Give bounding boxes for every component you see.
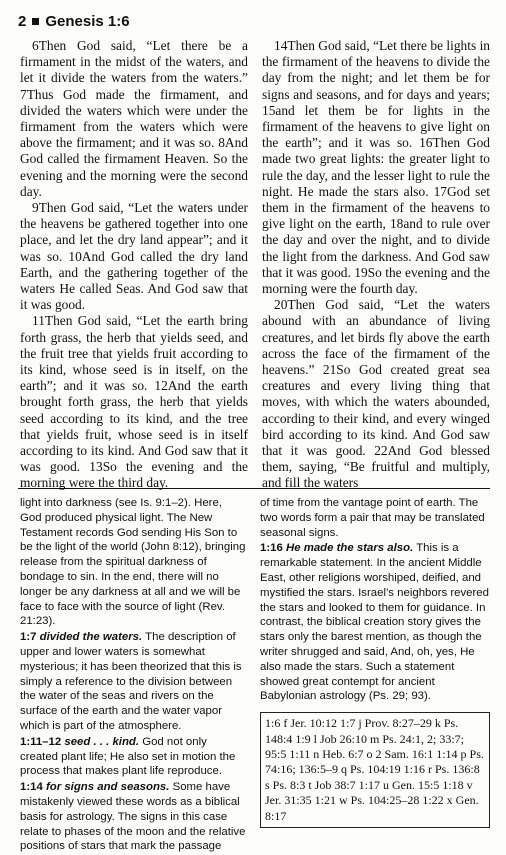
- chapter-reference: Genesis 1:6: [45, 12, 130, 30]
- scripture-paragraph: 11Then God said, “Let the earth bring forth grass, the herb that yields seed, and the fruit tree that yields fruit according to its kind, whose seed is in itself, on the earth”; and it was so. 12And the earth brought forth grass, the herb that yields seed according to its kind, and the tree that yields fruit, whose seed is in itself according to its kind. And God saw that it was good. 13So the evening and the morning were the third day.: [20, 313, 248, 491]
- scripture-paragraph: 9Then God said, “Let the waters under the heavens be gathered together into one place, and let the dry land appear”; and it was so. 10And God called the dry land Earth, and the gathering together of the waters He called Seas. And God saw that it was good.: [20, 200, 248, 313]
- square-bullet-icon: [32, 18, 39, 25]
- cross-reference-box: [260, 712, 490, 828]
- scripture-paragraph: 14Then God said, “Let there be lights in the firmament of the heavens to divide the day from the night; and let them be for signs and seasons, and for days and years; 15and let them be for lights in the firmament of the heavens to give light on the earth”; and it was so. 16Then God made two great lights: the greater light to rule the day, and the lesser light to rule the night. He made the stars also. 17God set them in the firmament of the heavens to give light on the earth, 18and to rule over the day and over the night, and to divide the light from the darkness. And God saw that it was good. 19So the evening and the morning were the fourth day.: [262, 38, 490, 297]
- scripture-column-left: [20, 38, 248, 492]
- study-note: 1:7 divided the waters. The description of upper and lower waters is somewhat mysterious; it has been theorized that this is simply a reference to the division between the water of the seas and rivers on the surface of the earth and the water vapor which is part of the atmosphere.: [20, 631, 242, 732]
- study-notes-right: [260, 496, 490, 828]
- study-note: of time from the vantage point of earth. The two words form a pair that may be translated seasonal signs.: [260, 497, 485, 539]
- study-note: 1:14 for signs and seasons. Some have mistakenly viewed these words as a biblical basis for astrology. The signs in this case relate to phases of the moon and the relative positions of stars that mark the passage: [20, 781, 246, 853]
- study-note: light into darkness (see Is. 9:1–2). Here, God produced physical light. The New Testament records God sending His Son to be the light of the world (John 8:12), bringing release from the spiritual darkness of bondage to sin. In the end, there will no longer be any darkness at all and we will be face to face with the source of light (Rev. 21:23).: [20, 497, 246, 628]
- cross-reference-text: 1:6 f Jer. 10:12 1:7 j Prov. 8:27–29 k Ps. 148:4 1:9 l Job 26:10 m Ps. 24:1, 2; 33:7; 95:5 1:11 n Heb. 6:7 o 2 Sam. 16:1 1:14 p Ps. 74:16; 136:5–9 q Ps. 104:19 1:16 r Ps. 136:8 s Ps. 8:3 t Job 38:7 1:17 u Gen. 15:5 1:18 v Jer. 31:35 1:21 w Ps. 104:25–28 1:22 x Gen. 8:17: [265, 716, 484, 823]
- scripture-paragraph: 6Then God said, “Let there be a firmament in the midst of the waters, and let it divide the waters from the waters.” 7Thus God made the firmament, and divided the waters which were under the firmament from the waters which were above the firmament; and it was so. 8And God called the firmament Heaven. So the evening and the morning were the second day.: [20, 38, 248, 199]
- page-number: 2: [18, 12, 27, 30]
- scripture-paragraph: 20Then God said, “Let the waters abound with an abundance of living creatures, and let birds fly above the earth across the face of the firmament of the heavens.” 21So God created great sea creatures and every living thing that moves, with which the waters abounded, according to their kind, and every winged bird according to its kind. And God saw that it was good. 22And God blessed them, saying, “Be fruitful and multiply, and fill the waters: [262, 297, 490, 491]
- study-notes-left: [20, 496, 246, 855]
- scripture-column-right: [262, 38, 490, 492]
- page-header: [18, 10, 130, 32]
- study-note: 1:11–12 seed . . . kind. God not only created plant life; He also set in motion the process that makes plant life reproduce.: [20, 735, 236, 778]
- section-divider: [18, 488, 490, 489]
- study-note: 1:16 He made the stars also. This is a remarkable statement. In the ancient Middle East, other religions worshiped, deified, and mystified the stars. Israel’s neighbors revered the stars and looked to them for guidance. In contrast, the biblical creation story gives the stars only the barest mention, as though the writer shrugged and said, And, oh, yes, He also made the stars. Such a statement showed great contempt for ancient Babylonian astrology (Ps. 29; 93).: [260, 542, 489, 703]
